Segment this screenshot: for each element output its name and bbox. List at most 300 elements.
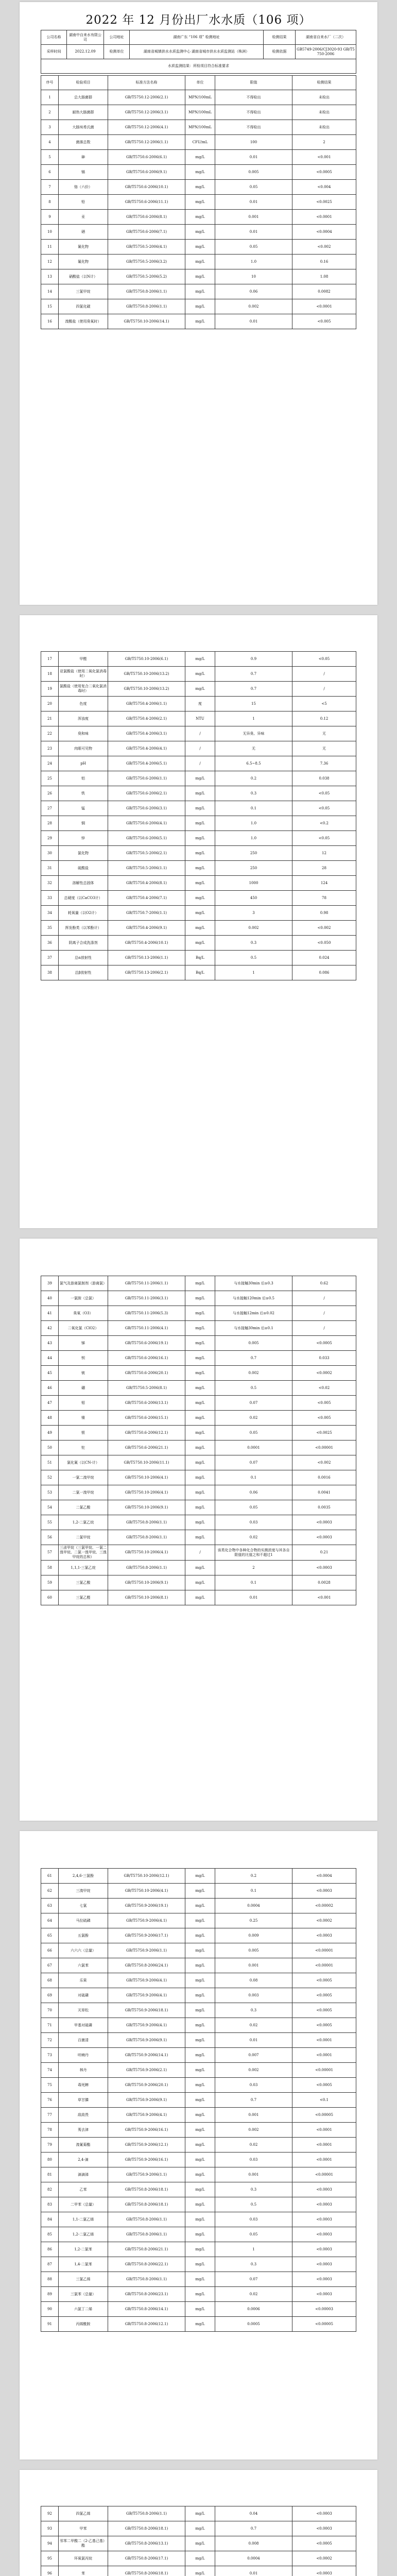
row-index: 61	[41, 1869, 59, 1884]
row-index: 44	[41, 1351, 59, 1366]
meta-cell: 公司名称	[41, 30, 67, 45]
unit: mg/L	[185, 299, 215, 314]
test-item-name: 肉眼可见物	[59, 741, 108, 756]
test-result: <5	[292, 697, 356, 711]
meta-table	[41, 30, 356, 74]
standard-method: GB/T5750.10-2006(12.1)	[108, 1869, 185, 1884]
unit: mg/L	[185, 1470, 215, 1485]
unit: mg/L	[185, 2182, 215, 2197]
limit-value: 0.02	[215, 1530, 292, 1545]
standard-method: GB/T5750.11-2006(5.3)	[108, 1306, 185, 1321]
row-index: 45	[41, 1366, 59, 1381]
limit-value: 0.03	[215, 2078, 292, 2093]
test-result: /	[292, 682, 356, 697]
standard-method: GB/T5750.5-2006(2.1)	[108, 846, 185, 861]
test-item-name: 铝	[59, 771, 108, 786]
test-item-name: 铊	[59, 1440, 108, 1455]
test-result: 未检出	[292, 105, 356, 120]
standard-method: GB/T5750.8-2006(12.1)	[108, 2317, 185, 2332]
test-item-name: 菌落总数	[59, 135, 108, 150]
table-row	[41, 1973, 356, 1988]
limit-value: 6.5~8.5	[215, 756, 292, 771]
test-result: 28	[292, 861, 356, 876]
unit: mg/L	[185, 1913, 215, 1928]
results-table-1	[41, 75, 356, 329]
row-index: 38	[41, 965, 59, 980]
row-index: 32	[41, 876, 59, 891]
limit-value: 0.01	[215, 150, 292, 165]
row-index: 15	[41, 299, 59, 314]
test-item-name: 臭和味	[59, 726, 108, 741]
unit: mg/L	[185, 1869, 215, 1884]
row-index: 65	[41, 1928, 59, 1943]
row-index: 50	[41, 1440, 59, 1455]
table-row	[41, 2302, 356, 2317]
test-result: 0.16	[292, 255, 356, 269]
limit-value: 与水接触12min 后≥0.02	[215, 1306, 292, 1321]
test-item-name: 总大肠菌群	[59, 90, 108, 105]
row-index: 74	[41, 2063, 59, 2078]
unit: mg/L	[185, 2197, 215, 2212]
test-item-name: 锑	[59, 1336, 108, 1351]
limit-value: 0.02	[215, 1411, 292, 1426]
limit-value: 1.0	[215, 831, 292, 846]
standard-method: GB/T5750.6-2006(11.1)	[108, 195, 185, 210]
test-item-name: 四氯乙烯	[59, 2506, 108, 2521]
test-item-name: 锰	[59, 801, 108, 816]
unit: mg/L	[185, 906, 215, 921]
test-result: <0.00005	[292, 2317, 356, 2332]
table-row	[41, 756, 356, 771]
limit-value: 0.05	[215, 240, 292, 255]
limit-value: 0.005	[215, 165, 292, 180]
result-summary-row	[41, 59, 356, 74]
standard-method: GB/T5750.12-2006(1.1)	[108, 135, 185, 150]
table-row	[41, 697, 356, 711]
test-item-name: 耗氧量（以O2计）	[59, 906, 108, 921]
test-result: <0.0001	[292, 2123, 356, 2138]
test-result: 0.0016	[292, 1470, 356, 1485]
limit-value: 0.0004	[215, 2551, 292, 2566]
test-item-name: 氯气及游离氯制剂（游离氯）	[59, 1276, 108, 1291]
meta-row-sampling	[41, 45, 356, 59]
row-index: 59	[41, 1575, 59, 1590]
test-result: <0.0005	[292, 2536, 356, 2551]
table-row	[41, 861, 356, 876]
unit: mg/L	[185, 1500, 215, 1515]
test-result: 2	[292, 135, 356, 150]
limit-value: 0.1	[215, 801, 292, 816]
row-index: 72	[41, 2033, 59, 2048]
standard-method: GB/T5750.9-2006(1.1)	[108, 2167, 185, 2182]
row-index: 31	[41, 861, 59, 876]
table-row	[41, 921, 356, 936]
table-row	[41, 876, 356, 891]
table-row	[41, 255, 356, 269]
standard-method: GB/T5750.8-2006(1.1)	[108, 1561, 185, 1575]
standard-method: GB/T5750.6-2006(15.1)	[108, 1411, 185, 1426]
test-result: <0.0005	[292, 1336, 356, 1351]
row-index: 66	[41, 1943, 59, 1958]
unit: mg/L	[185, 936, 215, 951]
test-result: 无	[292, 726, 356, 741]
test-result: 未检出	[292, 120, 356, 135]
table-row	[41, 786, 356, 801]
row-index: 60	[41, 1590, 59, 1605]
limit-value: 0.07	[215, 2272, 292, 2287]
unit: mg/L	[185, 2227, 215, 2242]
table-row	[41, 2317, 356, 2332]
table-row	[41, 1913, 356, 1928]
test-item-name: 1,1-二氯乙烯	[59, 2212, 108, 2227]
standard-method: GB/T5750.10-2006(4.1)	[108, 1884, 185, 1899]
limit-value: 0.06	[215, 284, 292, 299]
standard-method: GB/T5750.8-2006(1.1)	[108, 2506, 185, 2521]
table-row	[41, 2093, 356, 2108]
test-item-name: 对硫磷	[59, 1988, 108, 2003]
limit-value: 0.1	[215, 1470, 292, 1485]
limit-value: 0.7	[215, 2093, 292, 2108]
unit: mg/L	[185, 786, 215, 801]
unit: mg/L	[185, 195, 215, 210]
test-result: <0.02	[292, 1381, 356, 1396]
unit: MPN/100mL	[185, 90, 215, 105]
standard-method: GB/T5750.9-2006(12.1)	[108, 2138, 185, 2153]
standard-method: GB/T5750.5-2006(4.1)	[108, 240, 185, 255]
test-item-name: 二氯一溴甲烷	[59, 1485, 108, 1500]
row-index: 73	[41, 2048, 59, 2063]
test-item-name: 氟化物	[59, 255, 108, 269]
unit: mg/L	[185, 225, 215, 240]
standard-method: GB/T5750.11-2006(3.1)	[108, 1291, 185, 1306]
table-row	[41, 1440, 356, 1455]
row-index: 82	[41, 2182, 59, 2197]
table-row	[41, 120, 356, 135]
unit: mg/L	[185, 2551, 215, 2566]
row-index: 17	[41, 652, 59, 667]
table-row	[41, 965, 356, 980]
limit-value: 0.001	[215, 1958, 292, 1973]
standard-method: GB/T5750.6-2006(3.1)	[108, 801, 185, 816]
row-index: 3	[41, 120, 59, 135]
table-row	[41, 210, 356, 225]
test-result: <0.0003	[292, 2227, 356, 2242]
limit-value: 0.0004	[215, 1899, 292, 1913]
results-table-5	[41, 2506, 356, 2576]
unit: /	[185, 1545, 215, 1561]
unit: /	[185, 726, 215, 741]
test-result: <0.0005	[292, 2003, 356, 2018]
limit-value: 0.0006	[215, 2302, 292, 2317]
unit: mg/L	[185, 667, 215, 682]
table-row	[41, 1500, 356, 1515]
unit: mg/L	[185, 831, 215, 846]
test-item-name: 敌敌畏	[59, 2108, 108, 2123]
limit-value: 250	[215, 861, 292, 876]
row-index: 57	[41, 1545, 59, 1561]
test-result: <0.0001	[292, 2048, 356, 2063]
test-item-name: 呋喃丹	[59, 2048, 108, 2063]
standard-method: GB/T5750.6-2006(4.1)	[108, 816, 185, 831]
table-row	[41, 269, 356, 284]
row-index: 1	[41, 90, 59, 105]
limit-value: 0.0001	[215, 1440, 292, 1455]
limit-value: 0.3	[215, 936, 292, 951]
standard-method: GB/T5750.8-2006(14.1)	[108, 2302, 185, 2317]
test-result: <0.0004	[292, 225, 356, 240]
limit-value: 0.5	[215, 951, 292, 965]
test-item-name: 乙苯	[59, 2182, 108, 2197]
unit: mg/L	[185, 269, 215, 284]
unit: mg/L	[185, 2317, 215, 2332]
standard-method: GB/T5750.6-2006(21.1)	[108, 1440, 185, 1455]
unit: mg/L	[185, 1396, 215, 1411]
table-row	[41, 1590, 356, 1605]
test-item-name: 钡	[59, 1351, 108, 1366]
unit: mg/L	[185, 861, 215, 876]
limit-value: 1.0	[215, 255, 292, 269]
unit: mg/L	[185, 2536, 215, 2551]
meta-cell: 检测依据	[264, 45, 296, 59]
test-result: <0.0005	[292, 1973, 356, 1988]
unit: mg/L	[185, 2287, 215, 2302]
test-item-name: 滴滴涕	[59, 2167, 108, 2182]
test-item-name: 二氯乙酸	[59, 1500, 108, 1515]
row-index: 37	[41, 951, 59, 965]
limit-value: 0.08	[215, 1973, 292, 1988]
limit-value: 0.02	[215, 2287, 292, 2302]
standard-method: GB/T5750.8-2006(13.1)	[108, 2536, 185, 2551]
standard-method: GB/T5750.6-2006(20.1)	[108, 1366, 185, 1381]
test-result: <0.0003	[292, 1884, 356, 1899]
test-result: <0.1	[292, 2093, 356, 2108]
row-index: 46	[41, 1381, 59, 1396]
limit-value: 0.04	[215, 2506, 292, 2521]
limit-value: 10	[215, 269, 292, 284]
standard-method: GB/T5750.6-2006(1.1)	[108, 771, 185, 786]
unit: mg/L	[185, 801, 215, 816]
row-index: 27	[41, 801, 59, 816]
row-index: 22	[41, 726, 59, 741]
row-index: 20	[41, 697, 59, 711]
limit-value: 1	[215, 2242, 292, 2257]
limit-value: 不得检出	[215, 90, 292, 105]
table-row	[41, 2287, 356, 2302]
table-row	[41, 2138, 356, 2153]
standard-method: GB/T5750.4-2006(3.1)	[108, 726, 185, 741]
test-result: 0.0041	[292, 1485, 356, 1500]
standard-method: GB/T5750.10-2006(4.1)	[108, 1470, 185, 1485]
test-result: 0.024	[292, 951, 356, 965]
test-result: 12	[292, 846, 356, 861]
table-row	[41, 225, 356, 240]
limit-value: 0.02	[215, 2138, 292, 2153]
test-item-name: 氯化氰（以CN-计）	[59, 1455, 108, 1470]
table-row	[41, 1561, 356, 1575]
standard-method: GB/T5750.9-2006(4.1)	[108, 1988, 185, 2003]
limit-value: 0.01	[215, 2033, 292, 2048]
limit-value: 0.03	[215, 2153, 292, 2167]
meta-cell: 湖南省自来水厂（二次）	[296, 30, 356, 45]
table-row	[41, 1884, 356, 1899]
row-index: 30	[41, 846, 59, 861]
row-index: 56	[41, 1530, 59, 1545]
unit: mg/L	[185, 771, 215, 786]
meta-cell: 2022.12.09	[67, 45, 104, 59]
limit-value: 0.005	[215, 1943, 292, 1958]
row-index: 18	[41, 667, 59, 682]
standard-method: GB/T5750.8-2006(1.1)	[108, 2227, 185, 2242]
limit-value: 不得检出	[215, 105, 292, 120]
unit: mg/L	[185, 1426, 215, 1440]
table-row	[41, 240, 356, 255]
limit-value: 0.25	[215, 1913, 292, 1928]
test-result: <0.00001	[292, 1958, 356, 1973]
limit-value: 0.01	[215, 2566, 292, 2576]
limit-value: 0.7	[215, 667, 292, 682]
limit-value: 0.005	[215, 1336, 292, 1351]
limit-value: 与水接触30min 后≥0.1	[215, 1321, 292, 1336]
table-row	[41, 2153, 356, 2167]
standard-method: GB/T5750.9-2006(14.1)	[108, 2048, 185, 2063]
row-index: 36	[41, 936, 59, 951]
standard-method: GB/T5750.11-2006(4.1)	[108, 1321, 185, 1336]
unit: mg/L	[185, 1561, 215, 1575]
unit: mg/L	[185, 255, 215, 269]
limit-value: 0.07	[215, 1455, 292, 1470]
standard-method: GB/T5750.13-2006(2.1)	[108, 965, 185, 980]
table-row	[41, 1351, 356, 1366]
table-row	[41, 831, 356, 846]
test-item-name: 1,2-二氯苯	[59, 2242, 108, 2257]
row-index: 75	[41, 2078, 59, 2093]
standard-method: GB/T5750.5-2006(3.2)	[108, 255, 185, 269]
test-result: <0.2	[292, 816, 356, 831]
standard-method: GB/T5750.6-2006(12.1)	[108, 1426, 185, 1440]
meta-cell: 湖南省城镇供水水质监测中心 湖南省城市供水水质监测站（株洲）	[130, 45, 264, 59]
row-index: 21	[41, 711, 59, 726]
row-index: 13	[41, 269, 59, 284]
unit: mg/L	[185, 1485, 215, 1500]
test-item-name: 铁	[59, 786, 108, 801]
standard-method: GB/T5750.6-2006(7.1)	[108, 225, 185, 240]
standard-method: GB/T5750.4-2006(2.1)	[108, 711, 185, 726]
table-row	[41, 1899, 356, 1913]
test-item-name: 硼	[59, 1381, 108, 1396]
standard-method: GB/T5750.13-2006(1.1)	[108, 951, 185, 965]
test-item-name: 氯酸盐（使用复合二氧化氯消毒时）	[59, 682, 108, 697]
row-index: 6	[41, 165, 59, 180]
standard-method: GB/T5750.6-2006(19.1)	[108, 1336, 185, 1351]
row-index: 12	[41, 255, 59, 269]
unit: mg/L	[185, 1958, 215, 1973]
standard-method: GB/T5750.9-2006(2.1)	[108, 2063, 185, 2078]
unit: mg/L	[185, 2108, 215, 2123]
test-result: <0.005	[292, 1411, 356, 1426]
column-header: 限值	[215, 76, 292, 90]
table-header-row	[41, 76, 356, 90]
row-index: 67	[41, 1958, 59, 1973]
test-item-name: 1,4-二氯苯	[59, 2257, 108, 2272]
row-index: 25	[41, 771, 59, 786]
standard-method: GB/T5750.8-2006(1.1)	[108, 299, 185, 314]
test-item-name: 2,4,6-三氯酚	[59, 1869, 108, 1884]
row-index: 39	[41, 1276, 59, 1291]
limit-value: 0.0005	[215, 2317, 292, 2332]
limit-value: 0.009	[215, 1928, 292, 1943]
limit-value: 0.3	[215, 2003, 292, 2018]
test-item-name: 挥发酚类（以苯酚计）	[59, 921, 108, 936]
standard-method: GB/T5750.9-2006(4.1)	[108, 1913, 185, 1928]
results-table-3	[41, 1276, 356, 1605]
row-index: 40	[41, 1291, 59, 1306]
standard-method: GB/T5750.4-2006(5.1)	[108, 756, 185, 771]
limit-value: 0.05	[215, 1426, 292, 1440]
standard-method: GB/T5750.6-2006(8.1)	[108, 210, 185, 225]
test-item-name: 氯化物	[59, 846, 108, 861]
standard-method: GB/T5750.8-2006(1.1)	[108, 2272, 185, 2287]
row-index: 51	[41, 1455, 59, 1470]
standard-method: GB/T5750.8-2006(18.1)	[108, 2182, 185, 2197]
test-result: <0.0003	[292, 1530, 356, 1545]
row-index: 43	[41, 1336, 59, 1351]
table-row	[41, 1366, 356, 1381]
test-result: <0.00001	[292, 2167, 356, 2182]
result-summary: 水质监测结果：所检项目符合标准要求	[41, 59, 356, 74]
standard-method: GB/T5750.9-2006(16.1)	[108, 2123, 185, 2138]
meta-cell: 湖南广东 “106 项” 检测地址	[130, 30, 264, 45]
unit: mg/L	[185, 1291, 215, 1306]
test-result: <0.0005	[292, 1988, 356, 2003]
row-index: 70	[41, 2003, 59, 2018]
test-result: <0.05	[292, 786, 356, 801]
row-index: 95	[41, 2551, 59, 2566]
page-4	[20, 1831, 377, 2460]
row-index: 88	[41, 2272, 59, 2287]
standard-method: GB/T5750.5-2006(5.2)	[108, 269, 185, 284]
limit-value: 0.007	[215, 2048, 292, 2063]
row-index: 76	[41, 2093, 59, 2108]
row-index: 55	[41, 1515, 59, 1530]
test-item-name: 浑浊度	[59, 711, 108, 726]
limit-value: 0.5	[215, 1381, 292, 1396]
unit: mg/L	[185, 2506, 215, 2521]
test-result: 0.12	[292, 711, 356, 726]
test-item-name: 硒	[59, 225, 108, 240]
test-item-name: 一氯胺（总氯）	[59, 1291, 108, 1306]
test-result: <0.05	[292, 831, 356, 846]
unit: mg/L	[185, 1973, 215, 1988]
standard-method: GB/T5750.8-2006(24.1)	[108, 1958, 185, 1973]
test-item-name: 苯	[59, 2566, 108, 2576]
test-item-name: 1,1,1-三氯乙烷	[59, 1561, 108, 1575]
test-result: <0.0003	[292, 2242, 356, 2257]
test-result: <0.004	[292, 180, 356, 195]
test-item-name: 二氧化氯（ClO2）	[59, 1321, 108, 1336]
limit-value: 0.9	[215, 652, 292, 667]
unit: mg/L	[185, 2093, 215, 2108]
table-row	[41, 936, 356, 951]
meta-cell: 检测单位	[104, 45, 130, 59]
table-row	[41, 2506, 356, 2521]
unit: mg/L	[185, 1351, 215, 1366]
results-table-2	[41, 651, 356, 980]
test-item-name: 总硬度（以CaCO3计）	[59, 891, 108, 906]
row-index: 83	[41, 2197, 59, 2212]
test-result: <0.0003	[292, 1561, 356, 1575]
standard-method: GB/T5750.12-2006(2.1)	[108, 90, 185, 105]
test-result: <0.00003	[292, 2302, 356, 2317]
